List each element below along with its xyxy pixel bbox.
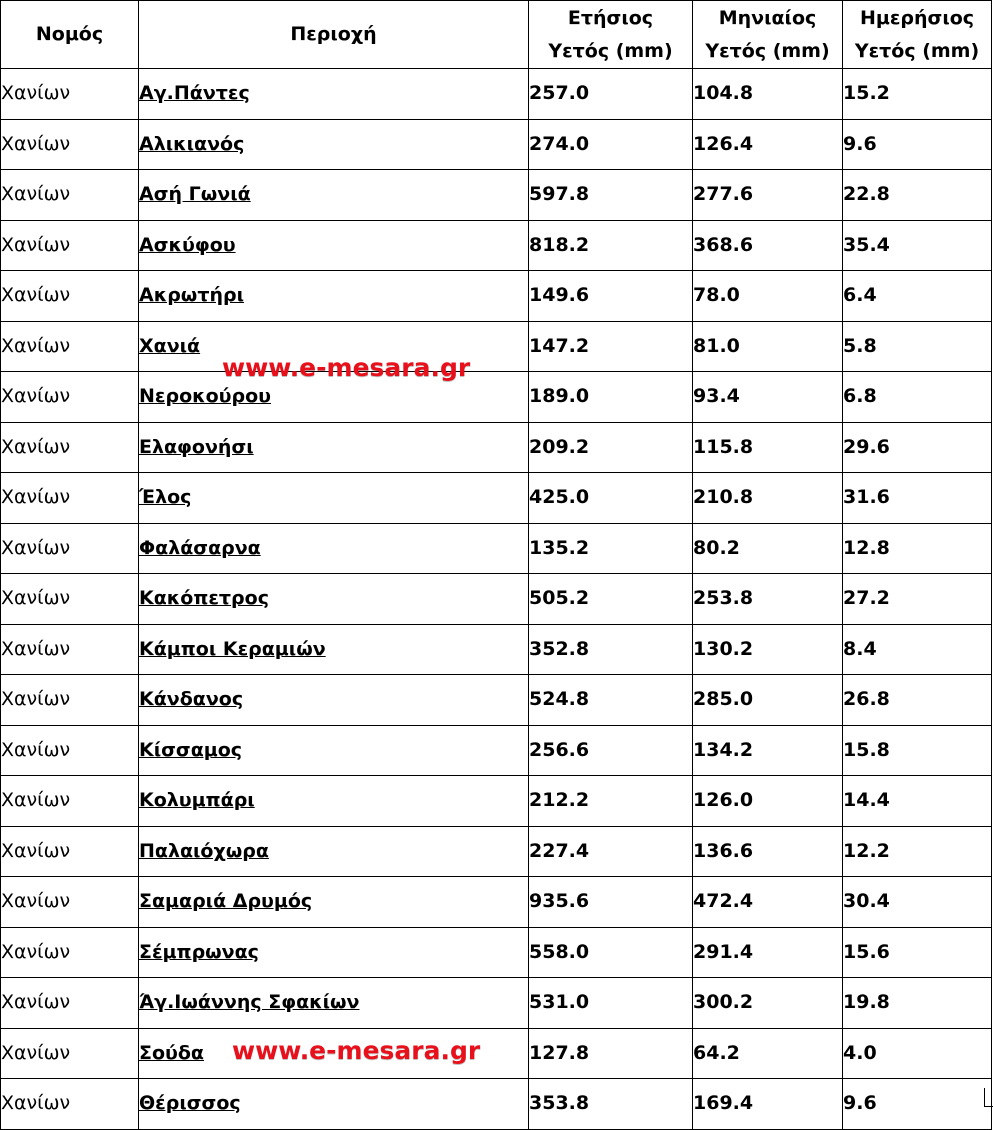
cell-monthly-rainfall: 130.2 — [693, 624, 843, 675]
page-corner-mark — [984, 1088, 993, 1107]
cell-nomos: Χανίων — [1, 69, 139, 120]
cell-monthly-rainfall: 115.8 — [693, 422, 843, 473]
cell-monthly-rainfall: 472.4 — [693, 877, 843, 928]
cell-daily-rainfall: 26.8 — [843, 675, 992, 726]
cell-nomos: Χανίων — [1, 170, 139, 221]
table-row — [1, 624, 992, 675]
table-row — [1, 271, 992, 322]
cell-nomos: Χανίων — [1, 372, 139, 423]
cell-monthly-rainfall: 81.0 — [693, 321, 843, 372]
cell-region — [139, 877, 529, 928]
cell-daily-rainfall: 8.4 — [843, 624, 992, 675]
table-row — [1, 523, 992, 574]
cell-region — [139, 170, 529, 221]
region-link[interactable]: Παλαιόχωρα — [139, 839, 269, 862]
cell-monthly-rainfall: 300.2 — [693, 978, 843, 1029]
watermark-bottom: www.e-mesara.gr — [232, 1036, 481, 1065]
cell-monthly-rainfall: 126.0 — [693, 776, 843, 827]
cell-region — [139, 675, 529, 726]
region-link[interactable]: Κάμποι Κεραμιών — [139, 637, 326, 660]
cell-monthly-rainfall: 368.6 — [693, 220, 843, 271]
region-link[interactable]: Νεροκούρου — [139, 385, 271, 408]
table-row — [1, 220, 992, 271]
region-link[interactable]: Ασκύφου — [139, 233, 236, 256]
region-link[interactable]: Ακρωτήρι — [139, 284, 244, 307]
cell-monthly-rainfall: 134.2 — [693, 725, 843, 776]
cell-nomos: Χανίων — [1, 927, 139, 978]
cell-monthly-rainfall: 80.2 — [693, 523, 843, 574]
cell-nomos: Χανίων — [1, 1079, 139, 1130]
cell-monthly-rainfall: 64.2 — [693, 1028, 843, 1079]
region-link[interactable]: Σαμαριά Δρυμός — [139, 890, 313, 913]
region-link[interactable]: Άγ.Ιωάννης Σφακίων — [139, 991, 360, 1014]
cell-monthly-rainfall: 277.6 — [693, 170, 843, 221]
region-link[interactable]: Ασή Γωνιά — [139, 183, 251, 206]
cell-annual-rainfall: 127.8 — [529, 1028, 693, 1079]
cell-monthly-rainfall: 93.4 — [693, 372, 843, 423]
cell-region — [139, 119, 529, 170]
column-header-daily-line2: Υετός (mm) — [843, 35, 992, 69]
table-row — [1, 170, 992, 221]
cell-region — [139, 372, 529, 423]
table-row — [1, 69, 992, 120]
cell-daily-rainfall: 27.2 — [843, 574, 992, 625]
region-link[interactable]: Θέρισσος — [139, 1092, 241, 1115]
cell-daily-rainfall: 6.8 — [843, 372, 992, 423]
cell-region — [139, 624, 529, 675]
cell-annual-rainfall: 189.0 — [529, 372, 693, 423]
cell-daily-rainfall: 15.8 — [843, 725, 992, 776]
region-link[interactable]: Σέμπρωνας — [139, 940, 259, 963]
cell-region — [139, 271, 529, 322]
cell-daily-rainfall: 19.8 — [843, 978, 992, 1029]
region-link[interactable]: Κάνδανος — [139, 688, 244, 711]
cell-monthly-rainfall: 126.4 — [693, 119, 843, 170]
cell-annual-rainfall: 209.2 — [529, 422, 693, 473]
cell-daily-rainfall: 35.4 — [843, 220, 992, 271]
cell-nomos: Χανίων — [1, 877, 139, 928]
table-row — [1, 675, 992, 726]
region-link[interactable]: Ελαφονήσι — [139, 435, 254, 458]
cell-region — [139, 473, 529, 524]
table-row — [1, 321, 992, 372]
cell-daily-rainfall: 5.8 — [843, 321, 992, 372]
cell-annual-rainfall: 352.8 — [529, 624, 693, 675]
cell-annual-rainfall: 425.0 — [529, 473, 693, 524]
cell-nomos: Χανίων — [1, 574, 139, 625]
region-link[interactable]: Αγ.Πάντες — [139, 82, 250, 105]
cell-nomos: Χανίων — [1, 675, 139, 726]
cell-nomos: Χανίων — [1, 220, 139, 271]
cell-region — [139, 927, 529, 978]
cell-monthly-rainfall: 291.4 — [693, 927, 843, 978]
cell-annual-rainfall: 227.4 — [529, 826, 693, 877]
column-header-annual-line2: Υετός (mm) — [529, 35, 693, 69]
cell-daily-rainfall: 22.8 — [843, 170, 992, 221]
cell-daily-rainfall: 30.4 — [843, 877, 992, 928]
region-link[interactable]: Κακόπετρος — [139, 587, 269, 610]
region-link[interactable]: Κίσσαμος — [139, 738, 243, 761]
cell-annual-rainfall: 353.8 — [529, 1079, 693, 1130]
cell-daily-rainfall: 12.8 — [843, 523, 992, 574]
cell-nomos: Χανίων — [1, 523, 139, 574]
cell-annual-rainfall: 256.6 — [529, 725, 693, 776]
column-header-nomos: Νομός — [1, 1, 139, 69]
region-link[interactable]: Έλος — [139, 486, 192, 509]
cell-annual-rainfall: 558.0 — [529, 927, 693, 978]
cell-nomos: Χανίων — [1, 624, 139, 675]
table-header — [1, 1, 992, 69]
cell-monthly-rainfall: 104.8 — [693, 69, 843, 120]
cell-annual-rainfall: 257.0 — [529, 69, 693, 120]
table-row — [1, 826, 992, 877]
column-header-monthly-line2: Υετός (mm) — [693, 35, 843, 69]
cell-annual-rainfall: 818.2 — [529, 220, 693, 271]
cell-region — [139, 1079, 529, 1130]
cell-nomos: Χανίων — [1, 725, 139, 776]
cell-monthly-rainfall: 136.6 — [693, 826, 843, 877]
region-link[interactable]: Χανιά — [139, 334, 201, 357]
table-row — [1, 119, 992, 170]
cell-region — [139, 776, 529, 827]
cell-nomos: Χανίων — [1, 321, 139, 372]
cell-daily-rainfall: 4.0 — [843, 1028, 992, 1079]
cell-region — [139, 523, 529, 574]
table-row — [1, 877, 992, 928]
cell-daily-rainfall: 12.2 — [843, 826, 992, 877]
table-row — [1, 776, 992, 827]
region-link[interactable]: Αλικιανός — [139, 132, 245, 155]
cell-daily-rainfall: 15.2 — [843, 69, 992, 120]
cell-nomos: Χανίων — [1, 978, 139, 1029]
watermark-top: www.e-mesara.gr — [222, 353, 471, 382]
cell-annual-rainfall: 274.0 — [529, 119, 693, 170]
cell-region — [139, 978, 529, 1029]
cell-monthly-rainfall: 78.0 — [693, 271, 843, 322]
cell-daily-rainfall: 9.6 — [843, 119, 992, 170]
cell-monthly-rainfall: 253.8 — [693, 574, 843, 625]
cell-nomos: Χανίων — [1, 119, 139, 170]
cell-nomos: Χανίων — [1, 422, 139, 473]
cell-annual-rainfall: 597.8 — [529, 170, 693, 221]
table-row — [1, 927, 992, 978]
table-row — [1, 473, 992, 524]
table-row — [1, 1028, 992, 1079]
table-row — [1, 422, 992, 473]
cell-daily-rainfall: 14.4 — [843, 776, 992, 827]
cell-region — [139, 422, 529, 473]
cell-region — [139, 826, 529, 877]
cell-monthly-rainfall: 210.8 — [693, 473, 843, 524]
cell-nomos: Χανίων — [1, 776, 139, 827]
table-row — [1, 725, 992, 776]
cell-nomos: Χανίων — [1, 271, 139, 322]
cell-annual-rainfall: 524.8 — [529, 675, 693, 726]
region-link[interactable]: Κολυμπάρι — [139, 789, 255, 812]
column-header-monthly-line1: Μηνιαίος — [693, 1, 843, 36]
cell-region — [139, 69, 529, 120]
cell-region — [139, 321, 529, 372]
table-row — [1, 1079, 992, 1130]
cell-annual-rainfall: 531.0 — [529, 978, 693, 1029]
table-body — [1, 69, 992, 1130]
cell-annual-rainfall: 149.6 — [529, 271, 693, 322]
cell-daily-rainfall: 6.4 — [843, 271, 992, 322]
cell-region — [139, 1028, 529, 1079]
cell-region — [139, 220, 529, 271]
column-header-annual-line1: Ετήσιος — [529, 1, 693, 36]
cell-annual-rainfall: 935.6 — [529, 877, 693, 928]
table-row — [1, 574, 992, 625]
cell-daily-rainfall: 15.6 — [843, 927, 992, 978]
cell-monthly-rainfall: 169.4 — [693, 1079, 843, 1130]
cell-nomos: Χανίων — [1, 826, 139, 877]
column-header-daily-line1: Ημερήσιος — [843, 1, 992, 36]
table-row — [1, 978, 992, 1029]
cell-annual-rainfall: 147.2 — [529, 321, 693, 372]
cell-daily-rainfall: 29.6 — [843, 422, 992, 473]
column-header-region: Περιοχή — [139, 1, 529, 69]
cell-region — [139, 725, 529, 776]
cell-daily-rainfall: 9.6 — [843, 1079, 992, 1130]
cell-nomos: Χανίων — [1, 473, 139, 524]
cell-region — [139, 574, 529, 625]
cell-daily-rainfall: 31.6 — [843, 473, 992, 524]
table-row — [1, 372, 992, 423]
region-link[interactable]: Σούδα — [139, 1041, 204, 1064]
cell-nomos: Χανίων — [1, 1028, 139, 1079]
cell-annual-rainfall: 212.2 — [529, 776, 693, 827]
cell-monthly-rainfall: 285.0 — [693, 675, 843, 726]
region-link[interactable]: Φαλάσαρνα — [139, 536, 261, 559]
cell-annual-rainfall: 135.2 — [529, 523, 693, 574]
cell-annual-rainfall: 505.2 — [529, 574, 693, 625]
